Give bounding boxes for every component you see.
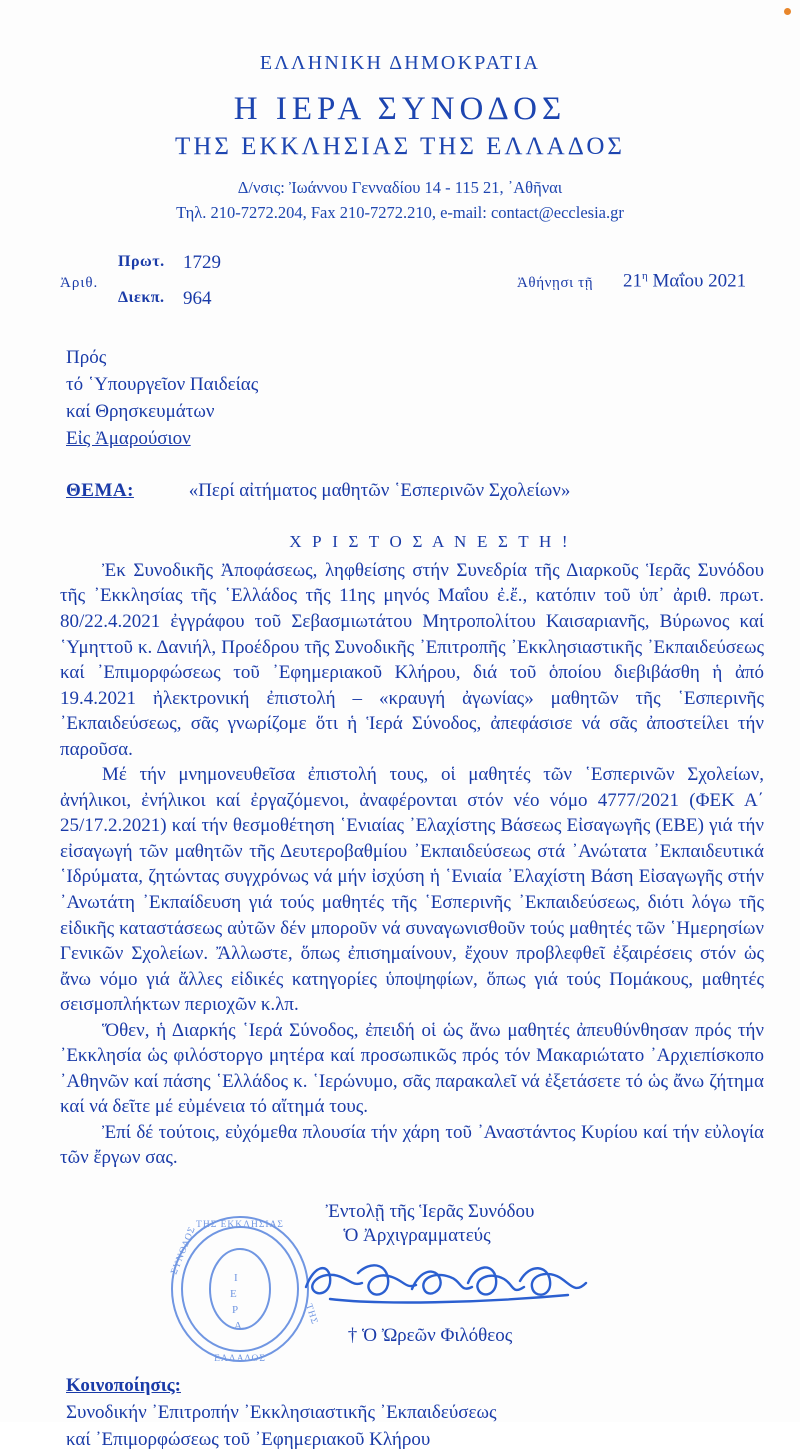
subject-text: «Περί αἰτήματος μαθητῶν ῾Εσπερινῶν Σχολείων» <box>188 479 571 501</box>
letterhead <box>0 0 800 223</box>
svg-text:ΤΗΣ ΕΚΚΛΗΣΙΑΣ: ΤΗΣ ΕΚΚΛΗΣΙΑΣ <box>196 1220 284 1230</box>
svg-text:Ε: Ε <box>230 1288 237 1300</box>
svg-text:Α: Α <box>234 1320 242 1332</box>
date-month-year: Μαΐου 2021 <box>647 270 747 292</box>
recipient-line-2: τό ῾Υπουργεῖον Παιδείας <box>66 373 259 395</box>
reference-protocol-label: Πρωτ. <box>118 253 165 270</box>
date-value <box>623 270 746 292</box>
signature-block <box>0 1201 800 1364</box>
reference-dispatch-value: 964 <box>183 288 212 309</box>
reference-dispatch-label: Διεκπ. <box>118 289 165 306</box>
cc-block <box>66 1373 800 1454</box>
corner-marker-dot <box>784 8 791 15</box>
body-paragraph-4: Ἐπί δέ τούτοις, εὐχόμεθα πλουσία τήν χάρη τοῦ ᾿Αναστάντος Κυρίου καί τήν εὐλογία τῶν ἔργων σας. <box>60 1121 764 1169</box>
address-line: Δ/νσις: Ἰωάννου Γενναδίου 14 - 115 21, ᾿Αθῆναι <box>237 178 563 197</box>
date-day: 21 <box>623 270 642 292</box>
svg-text:ΣΥΝΟΔΟΣ: ΣΥΝΟΔΟΣ <box>169 1224 198 1277</box>
republic-line: ΕΛΛΗΝΙΚΗ ΔΗΜΟΚΡΑΤΙΑ <box>259 52 541 74</box>
organization-title-line2: ΤΗΣ ΕΚΚΛΗΣΙΑΣ ΤΗΣ ΕΛΛΑΔΟΣ <box>175 133 625 160</box>
subject-label: ΘΕΜΑ: <box>66 479 134 501</box>
letter-body <box>60 558 764 1171</box>
body-paragraph-1: Ἐκ Συνοδικῆς Ἀποφάσεως, ληφθείσης στήν Συνεδρία τῆς Διαρκοῦς Ἱερᾶς Συνόδου τῆς ᾿Εκκλησίας τῆς ῾Ελλάδος τῆς 11ης μηνός Μαΐου ἐ.ἔ., κατόπιν τοῦ ὑπ᾿ ἀριθ. πρωτ. 80/22.4.2021 ἐγγράφου τοῦ Σεβασμιωτάτου Μητροπολίτου Καισαριανῆς, Βύρωνος καί ῾Υμηττοῦ κ. Δανιήλ, Προέδρου τῆς Συνοδικῆς ᾿Επιτροπῆς ᾿Εκκλησιαστικῆς ᾿Εκπαιδεύσεως καί ᾿Επιμορφώσεως τοῦ ᾿Εφημεριακοῦ Κλήρου, διά τοῦ ὁποίου διεβιβάσθη ἡ ἀπό 19.4.2021 ἠλεκτρονική ἐπιστολή – «κραυγή ἀγωνίας» μαθητῶν τῆς ῾Εσπερινῆς ᾿Εκπαιδεύσεως, σᾶς γνωρίζομε ὅτι ἡ Ἱερά Σύνοδος, ἀπεφάσισε νά σᾶς ἀποστείλει τήν παροῦσα. <box>60 559 764 760</box>
signature-role-line: Ὁ Ἀρχιγραμματεύς <box>343 1225 491 1246</box>
signature-authority-line: Ἐντολῇ τῆς Ἱερᾶς Συνόδου <box>325 1201 535 1222</box>
body-paragraph-2: Μέ τήν μνημονευθεῖσα ἐπιστολή τους, οἱ μαθητές τῶν ῾Εσπερινῶν Σχολείων, ἀνήλικοι, ἐνήλικοι καί ἐργαζόμενοι, ἀναφέρονται στόν νέο νόμο 4777/2021 (ΦΕΚ Α΄ 25/17.2.2021) καί τήν θεσμοθέτηση ῾Ενιαίας ᾿Ελαχίστης Βάσεως Εἰσαγωγῆς (ΕΒΕ) γιά τήν εἰσαγωγή τῶν μαθητῶν τῆς Δευτεροβαθμίου ᾿Εκπαιδεύσεως στά ᾿Ανώτατα ᾿Εκπαιδευτικά ῾Ιδρύματα, ζητώντας συγχρόνως νά μήν ἰσχύση ἡ ῾Ενιαία ᾿Ελαχίστη Βάση Εἰσαγωγῆς στήν ᾿Ανωτάτη ᾿Εκπαίδευση γιά τούς μαθητές τῆς ῾Εσπερινῆς ᾿Εκπαιδεύσεως, διότι λόγω τῆς εἰδικῆς καταστάσεως αὐτῶν δέν μποροῦν νά συναγωνισθοῦν τούς μαθητές τῶν ῾Ημερησίων Γενικῶν Σχολείων. Ἄλλωστε, ὅπως ἐπισημαίνουν, ἔχουν προβλεφθεῖ ἐξαιρέσεις στόν ὡς ἄνω νόμο γιά ἄλλες εἰδικές κατηγορίες ὑποψηφίων, ὅπως γιά τούς Πομάκους, μαθητές σεισμοπλήκτων περιοχῶν κ.λπ. <box>60 764 764 1016</box>
svg-text:Ρ: Ρ <box>232 1304 239 1316</box>
cc-line-1: Συνοδικήν ᾿Επιτροπήν ᾿Εκκλησιαστικῆς ᾿Εκπαιδεύσεως <box>66 1401 497 1423</box>
cc-label: Κοινοποίησις: <box>66 1375 181 1396</box>
cc-line-2: καί ᾿Επιμορφώσεως τοῦ ᾿Εφημεριακοῦ Κλήρου <box>66 1428 431 1450</box>
contact-line: Τηλ. 210-7272.204, Fax 210-7272.210, e-mail: contact@ecclesia.gr <box>176 203 624 222</box>
reference-block <box>0 249 800 321</box>
subject-block <box>66 480 800 502</box>
recipient-city: Εἰς Ἀμαρούσιον <box>66 427 191 449</box>
svg-text:ΤΗΣ: ΤΗΣ <box>303 1302 320 1327</box>
official-seal-stamp <box>160 1209 320 1369</box>
reference-protocol-value: 1729 <box>183 252 221 273</box>
date-place-label: Ἀθήνῃσι τῇ <box>517 275 594 291</box>
handwritten-signature <box>300 1253 590 1313</box>
greeting-line: Χ Ρ Ι Σ Τ Ο Σ Α Ν Ε Σ Τ Η ! <box>289 531 571 551</box>
organization-title-line1: Η ΙΕΡΑ ΣΥΝΟΔΟΣ <box>233 91 567 127</box>
signatory-name: † Ὁ Ὠρεῶν Φιλόθεος <box>347 1325 513 1346</box>
svg-text:ΕΛΛΑΔΟΣ: ΕΛΛΑΔΟΣ <box>214 1354 266 1364</box>
recipient-block <box>66 345 800 453</box>
recipient-line-1: Πρός <box>66 347 107 368</box>
reference-arith-label: Ἀριθ. <box>60 275 99 291</box>
body-paragraph-3: Ὅθεν, ἡ Διαρκής ῾Ιερά Σύνοδος, ἐπειδή οἱ ὡς ἄνω μαθητές ἀπευθύνθησαν πρός τήν ᾿Εκκλησία ὡς φιλόστοργο μητέρα καί προσωπικῶς πρός τόν Μακαριώτατο ᾿Αρχιεπίσκοπο ᾿Αθηνῶν καί πάσης ῾Ελλάδος κ. ῾Ιερώνυμο, σᾶς παρακαλεῖ νά ἐξετάσετε τό ὡς ἄνω ζήτημα καί νά δεῖτε μέ εὐμένεια τό αἴτημά τους. <box>60 1019 764 1118</box>
svg-text:Ι: Ι <box>234 1272 238 1284</box>
recipient-line-3: καί Θρησκευμάτων <box>66 400 215 422</box>
date-ordinal-suffix: η <box>642 270 648 282</box>
